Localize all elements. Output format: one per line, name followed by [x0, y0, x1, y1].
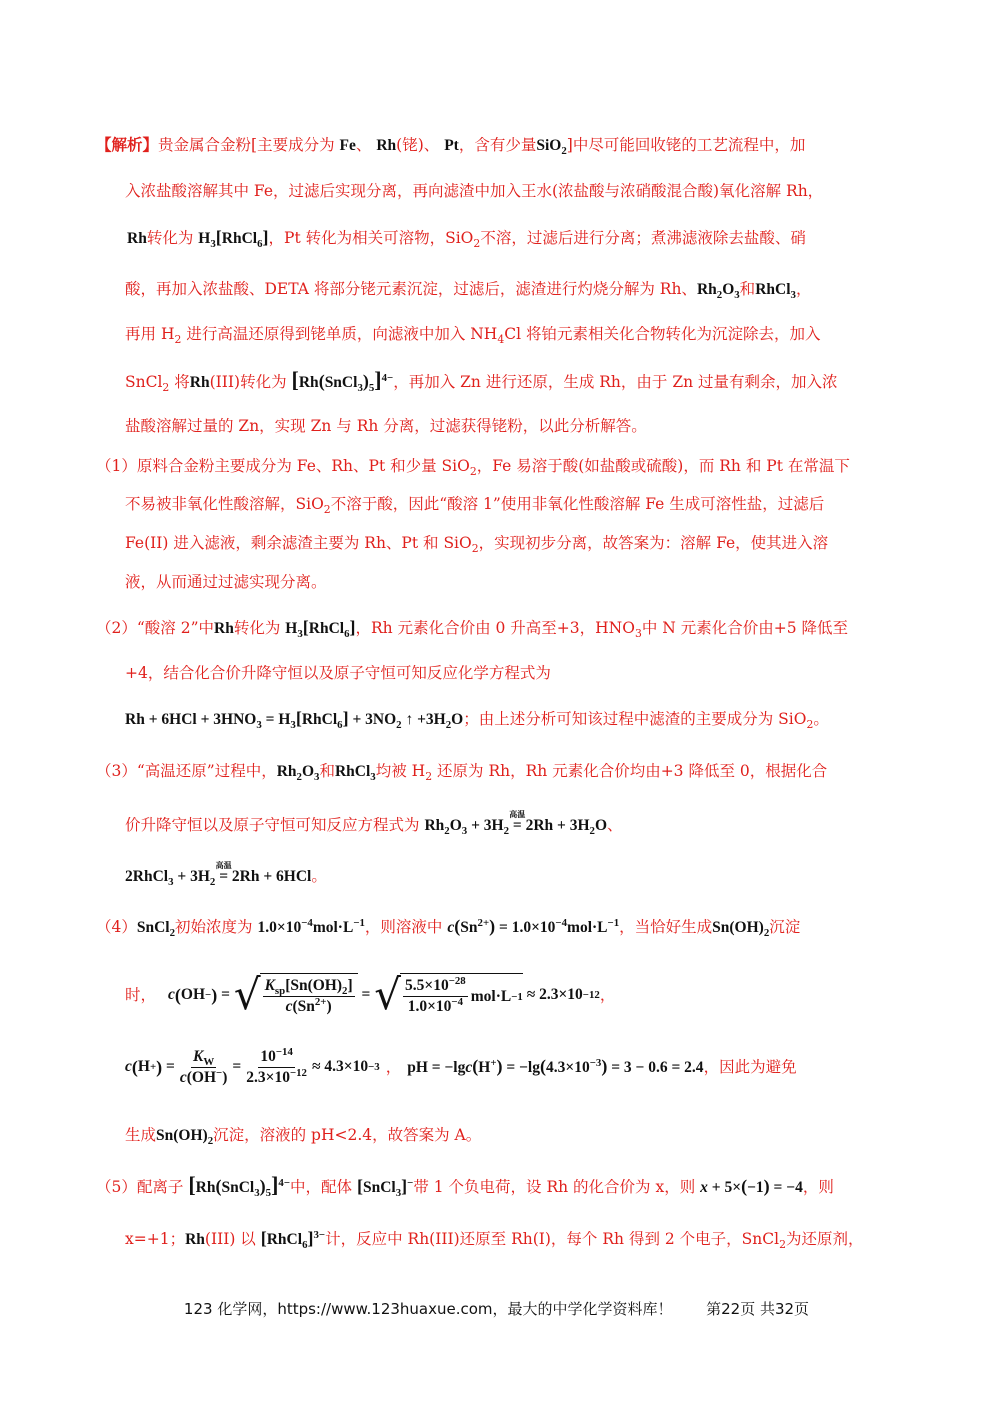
- analysis-line-7: 盐酸溶解过量的 Zn，实现 Zn 与 Rh 分离，过滤获得铑粉，以此分析解答。: [125, 417, 647, 435]
- q5-line-1: （5）配离子 $[Rh(SnCl_3)_5]^{4-}$中，配体 [SnCl$_3$]−带 1 个负电荷，设 Rh 的化合价为 x，则 x + 5×(−1) = −4，则: [96, 1172, 834, 1200]
- page-number: 第22页 共32页: [706, 1300, 810, 1318]
- q3-line-1: （3）“高温还原”过程中，$Rh_2O_3$和RhCl$_3$均被 $H_2$ 还原为 Rh，Rh 元素化合价均由+3 降低至 0，根据化合: [96, 762, 828, 784]
- q2-line-2: +4，结合化合价升降守恒以及原子守恒可知反应化学方程式为: [125, 664, 551, 682]
- analysis-line-1: 【解析】贵金属合金粉[主要成分为 Fe、 Rh(铑)、 Pt，含有少量SiO$_2$]中尽可能回收铑的工艺流程中，加: [96, 135, 806, 158]
- q4-line-3: c ( H + ) = $\frac{K_W}{c(OH^-)}$ = $\frac{10^{-14}}{2.3\times 10^{-12}}$ ≈ 4.3×10 −3 ， pH = $-\lg c(H^+) = -\lg(4.3\times 10^{-3}) = 3 - 0.6 = 2.4$ ，因此为避免: [125, 1045, 797, 1086]
- footer-text: 123 化学网，https://www.123huaxue.com，最大的中学化学资料库！: [183, 1300, 673, 1318]
- q1-line-2: 不易被非氧化性酸溶解，SiO$_2$不溶于酸，因此“酸溶 1”使用非氧化性酸溶解 Fe 生成可溶性盐，过滤后: [125, 495, 825, 517]
- q4-ph-formula: pH = $-\lg c(H^+) = -\lg(4.3\times 10^{-3}) = 3 - 0.6 = 2.4$: [407, 1056, 704, 1076]
- q1-line-1: （1）原料合金粉主要成分为 Fe、Rh、Pt 和少量 SiO$_2$，Fe 易溶于酸(如盐酸或硫酸)，而 Rh 和 Pt 在常温下: [96, 457, 850, 479]
- q4-oh-formula: c ( OH − ) = √ $\frac{K_{sp}[Sn(OH)_2]}{c(Sn^{2+})}$ = √ $\frac{5.5\times 10^{-28}}{1.0\times 10^{-4}}$ mol·L −1 ≈ 2.3×10 −12: [168, 970, 600, 1019]
- q1-line-3: Fe(II) 进入滤液，剩余滤渣主要为 Rh、Pt 和 SiO$_2$，实现初步分离，故答案为：溶解 Fe，使其进入溶: [125, 534, 829, 556]
- q4-line-1: （4）SnCl$_2$初始浓度为 $1.0\times 10^{-4}mol\cdot L^{-1}$，则溶液中 $c(Sn^{2+}) = 1.0\times 10^{-4}mol\cdot L^{-1}$，当恰好生成$Sn(OH)_2$沉淀: [96, 916, 801, 940]
- q3-equation-2: 2RhCl$_3$ + $3H_2$ = 高温 2Rh + 6HCl: [125, 861, 312, 889]
- analysis-line-2: 入浓盐酸溶解其中 Fe，过滤后实现分离，再向滤渣中加入王水(浓盐酸与浓硝酸混合酸)氧化溶解 Rh，: [125, 182, 824, 200]
- q3-line-3: 2RhCl$_3$ + $3H_2$ = 高温 2Rh + 6HCl。: [125, 861, 327, 889]
- q2-equation: $Rh + 6HCl + 3HNO_3$ = $H_3[RhCl_6] + 3NO_2$ ↑ $+3H_2O$: [125, 708, 464, 732]
- analysis-heading: 【解析】: [96, 135, 159, 154]
- analysis-line-6: SnCl$_2$ 将Rh(III)转化为 $[Rh(SnCl_3)_5]^{4-}$，再加入 Zn 进行还原，生成 Rh，由于 Zn 过量有剩余，加入浓: [125, 367, 838, 395]
- analysis-line-3: Rh转化为 $H_3[RhCl_6]$，Pt 转化为相关可溶物，SiO$_2$不溶，过滤后进行分离；煮沸滤液除去盐酸、硝: [127, 227, 806, 251]
- q2-line-1: （2）“酸溶 2”中Rh转化为 $H_3[RhCl_6]$，Rh 元素化合价由 0 升高至+3，$HNO_3$中 N 元素化合价由+5 降低至: [96, 617, 849, 641]
- q1-line-4: 液，从而通过过滤实现分离。: [125, 573, 327, 591]
- page-footer: [0, 1298, 993, 1319]
- q5-line-2: x=+1；Rh(III) 以 [RhCl$_6$]$^{3-}$计，反应中 Rh(III)还原至 Rh(I)，每个 Rh 得到 2 个电子，SnCl$_2$为还原剂，: [125, 1228, 864, 1252]
- q4-line-4: 生成$Sn(OH)_2$沉淀，溶液的 pH<2.4，故答案为 A。: [125, 1126, 482, 1148]
- analysis-line-5: 再用 $H_2$ 进行高温还原得到铑单质，向滤液中加入 $NH_4Cl$ 将铂元素相关化合物转化为沉淀除去，加入: [125, 325, 821, 347]
- q3-line-2: 价升降守恒以及原子守恒可知反应方程式为 $Rh_2O_3 + 3H_2$ = 高温 $2Rh + 3H_2O$、: [125, 810, 623, 838]
- q2-line-3: $Rh + 6HCl + 3HNO_3$ = $H_3[RhCl_6] + 3NO_2$ ↑ $+3H_2O$；由上述分析可知该过程中滤渣的主要成分为 SiO$_2$。: [125, 708, 829, 732]
- q4-line-2: 时， c ( OH − ) = √ $\frac{K_{sp}[Sn(OH)_2]}{c(Sn^{2+})}$ = √ $\frac{5.5\times 10^{-28}}{1.0\times 10^{-4}}$ mol·L −1 ≈ 2.3×10 −12 ，: [125, 970, 616, 1019]
- q3-equation-1: $Rh_2O_3 + 3H_2$ = 高温 $2Rh + 3H_2O$: [424, 810, 608, 838]
- analysis-line-4: 酸，再加入浓盐酸、DETA 将部分铑元素沉淀，过滤后，滤渣进行灼烧分解为 Rh、$Rh_2O_3$和RhCl$_3$，: [125, 280, 812, 302]
- q4-h-formula: c ( H + ) = $\frac{K_W}{c(OH^-)}$ = $\frac{10^{-14}}{2.3\times 10^{-12}}$ ≈ 4.3×10 −3: [125, 1045, 380, 1086]
